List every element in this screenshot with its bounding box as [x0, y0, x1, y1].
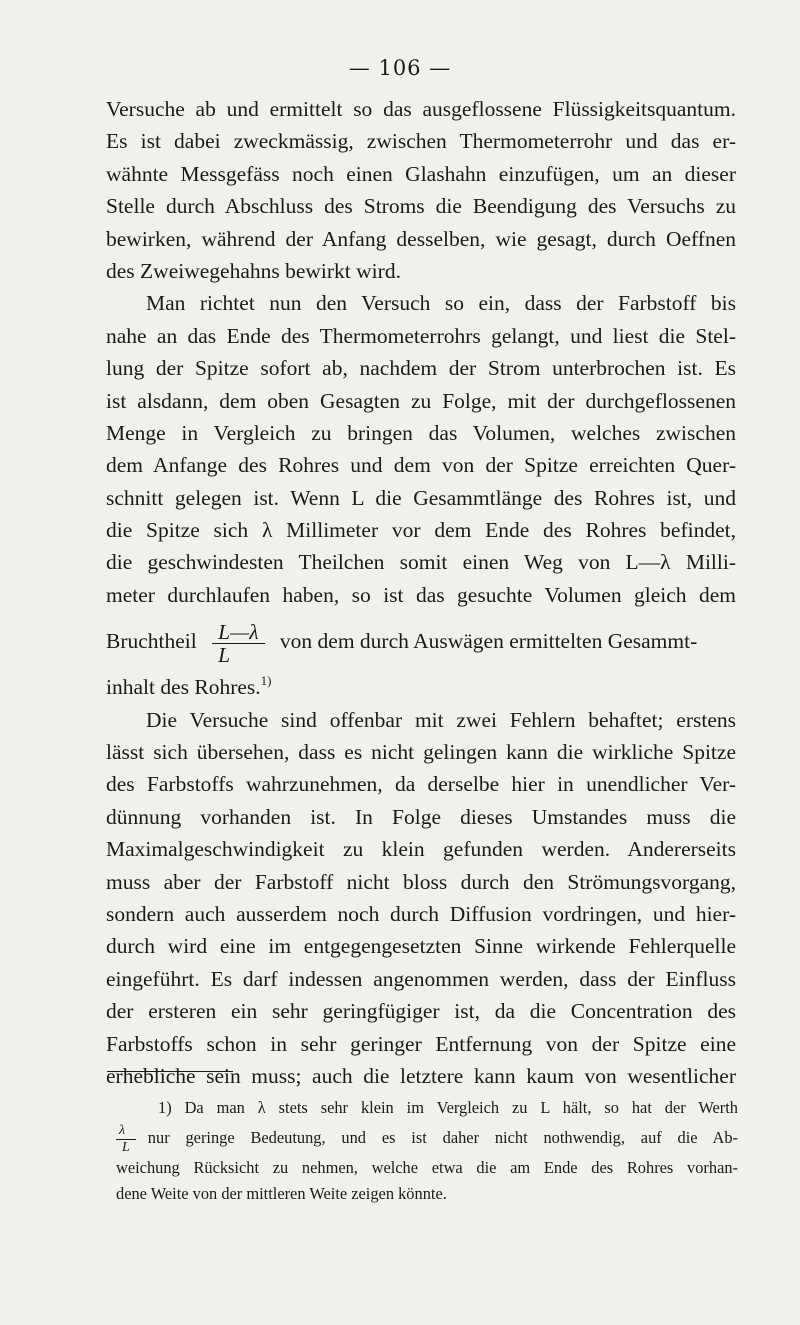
- text-line: der ersteren ein sehr geringfügiger ist, da die Concentration des: [106, 999, 736, 1024]
- text-line: sondern auch ausserdem noch durch Diffusion vordringen, und hier-: [106, 901, 736, 926]
- text-line: Stelle durch Abschluss des Stroms die Beendigung des Versuchs zu: [106, 194, 736, 219]
- text-line: Menge in Vergleich zu bringen das Volumen, welches zwischen: [106, 420, 736, 445]
- text-line: bewirken, während der Anfang desselben, wie gesagt, durch Oeffnen: [106, 226, 736, 251]
- text-line: die geschwindesten Theilchen somit einen Weg von L—λ Milli-: [106, 550, 736, 575]
- text-line: dünnung vorhanden ist. In Folge dieses Umstandes muss die: [106, 804, 736, 829]
- text-line-content: inhalt des Rohres.: [106, 675, 261, 700]
- text-line: wähnte Messgefäss noch einen Glashahn einzufügen, um an dieser: [106, 161, 736, 186]
- fraction-line: [106, 611, 736, 671]
- text-line: erhebliche sein muss; auch die letztere kann kaum von wesentlicher: [106, 1063, 736, 1088]
- page-number: — 106 —: [348, 56, 452, 80]
- footnote: [116, 1095, 738, 1207]
- fraction-after: von dem durch Auswägen ermittelten Gesammt-: [279, 629, 698, 654]
- text-line: meter durchlaufen haben, so ist das gesuchte Volumen gleich dem: [106, 582, 736, 607]
- text-line: eingeführt. Es darf indessen angenommen werden, dass der Einfluss: [106, 966, 736, 991]
- footnote-fraction: [116, 1123, 136, 1156]
- text-line: nahe an das Ende des Thermometerrohrs gelangt, und liest die Stel-: [106, 323, 736, 348]
- footnote-line-text: nur geringe Bedeutung, und es ist daher nicht nothwendig, auf die Ab-: [147, 1128, 738, 1147]
- paragraph-start: Die Versuche sind offenbar mit zwei Fehlern behaftet; erstens: [146, 707, 736, 732]
- footnote-line: dene Weite von der mittleren Weite zeigen könnte.: [116, 1184, 447, 1203]
- paragraph-start: Man richtet nun den Versuch so ein, dass der Farbstoff bis: [146, 291, 736, 316]
- text-line: dem Anfange des Rohres und dem von der Spitze erreichten Quer-: [106, 453, 736, 478]
- footnote-line: weichung Rücksicht zu nehmen, welche etwa die am Ende des Rohres vorhan-: [116, 1158, 738, 1177]
- footnote-marker: 1): [260, 673, 272, 689]
- fraction-numerator: L—λ: [212, 621, 264, 644]
- text-line: ist alsdann, dem oben Gesagten zu Folge, mit der durchgeflossenen: [106, 388, 736, 413]
- math-fraction: [212, 621, 264, 666]
- footnote-line: 1) Da man λ stets sehr klein im Vergleich zu L hält, so hat der Werth: [158, 1098, 738, 1117]
- text-line: durch wird eine im entgegengesetzten Sinne wirkende Fehlerquelle: [106, 934, 736, 959]
- footnote-separator: [107, 1071, 233, 1072]
- fraction-before: Bruchtheil: [106, 629, 197, 654]
- text-line: Farbstoffs schon in sehr geringer Entfernung von der Spitze eine: [106, 1031, 736, 1056]
- footnote-fraction-line: [116, 1121, 738, 1155]
- text-line: Versuche ab und ermittelt so das ausgeflossene Flüssigkeitsquantum.: [106, 97, 736, 121]
- text-line: Es ist dabei zweckmässig, zwischen Thermometerrohr und das er-: [106, 129, 736, 154]
- text-line: [106, 671, 736, 703]
- text-line: muss aber der Farbstoff nicht bloss durch den Strömungsvorgang,: [106, 869, 736, 894]
- text-line: lung der Spitze sofort ab, nachdem der Strom unterbrochen ist. Es: [106, 356, 736, 381]
- footnote-fraction-denominator: L: [122, 1139, 130, 1155]
- text-line: des Zweiwegehahns bewirkt wird.: [106, 258, 401, 283]
- footnote-fraction-numerator: λ: [116, 1123, 136, 1140]
- fraction-denominator: L: [218, 642, 231, 667]
- main-text: [106, 93, 736, 1092]
- text-line: schnitt gelegen ist. Wenn L die Gesammtlänge des Rohres ist, und: [106, 485, 736, 510]
- text-line: die Spitze sich λ Millimeter vor dem Ende des Rohres befindet,: [106, 518, 736, 543]
- text-line: Maximalgeschwindigkeit zu klein gefunden werden. Andererseits: [106, 837, 736, 862]
- text-line: des Farbstoffs wahrzunehmen, da derselbe hier in unendlicher Ver-: [106, 772, 736, 797]
- text-line: lässt sich übersehen, dass es nicht gelingen kann die wirkliche Spitze: [106, 740, 736, 765]
